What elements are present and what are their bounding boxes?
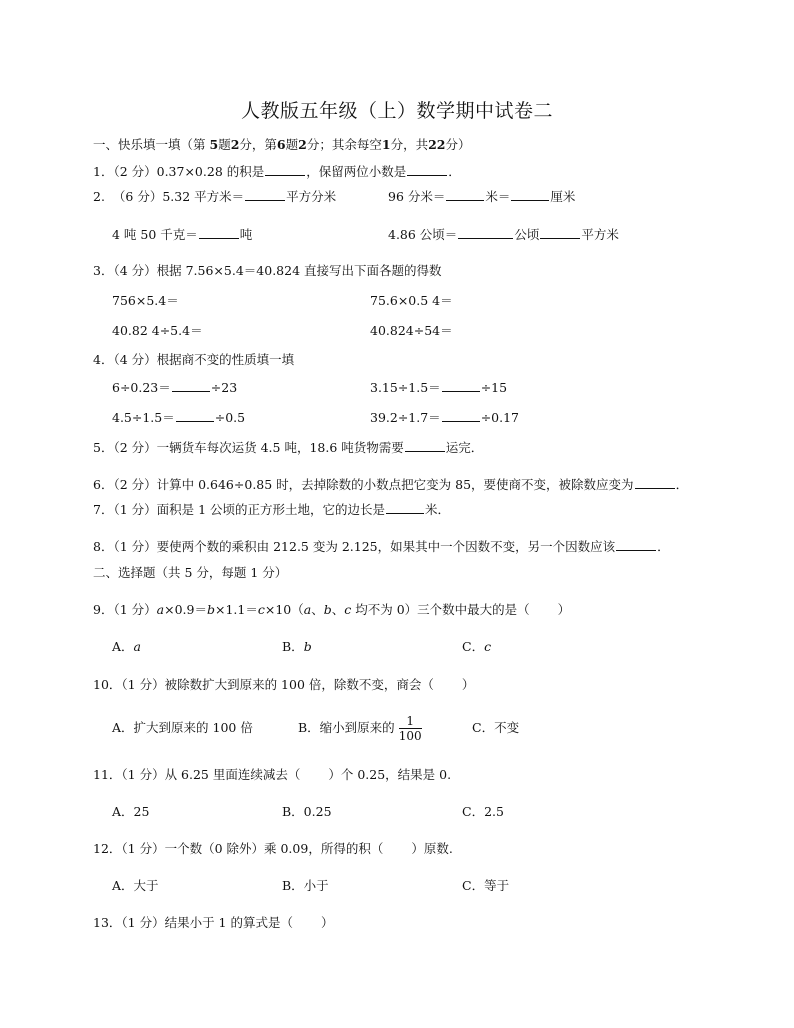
question-2-text: 96 分米＝ — [388, 189, 446, 204]
question-9-option-a[interactable] — [112, 638, 141, 656]
answer-blank[interactable] — [442, 379, 480, 392]
page-title: 人教版五年级（上）数学期中试卷二 — [240, 100, 553, 122]
section-2-heading: 二、选择题（共 5 分，每题 1 分） — [93, 565, 288, 580]
question-9-text: 、 — [311, 602, 324, 617]
question-4-text: 4.5÷1.5＝ — [112, 410, 175, 425]
question-4-item-a — [112, 379, 237, 397]
question-9-text: ×10（ — [264, 602, 304, 617]
question-11-option-b[interactable]: B．0.25 — [282, 804, 332, 819]
section-1-heading-part: 6 — [276, 137, 286, 152]
question-4-text: ÷23 — [210, 380, 238, 395]
variable-a: a — [303, 602, 312, 617]
question-6-text: ． — [675, 477, 689, 492]
question-6-text: 6．（2 分）计算中 0.646÷0.85 时，去掉除数的小数点把它变为 85，要使商不变，被除数应变为 — [93, 477, 634, 492]
section-1-heading-part: 题 — [285, 137, 299, 152]
section-1-heading-part: 22 — [428, 137, 446, 152]
question-8-text: ． — [657, 539, 670, 554]
section-1-heading-part: 一、快乐填一填（第 — [93, 137, 210, 152]
section-1-heading-part: 分，第 — [239, 137, 277, 152]
question-2-text: 米＝ — [485, 189, 511, 204]
question-13-text: ） — [320, 915, 334, 930]
answer-blank[interactable] — [245, 188, 285, 201]
question-9-text: ×1.1＝ — [214, 602, 258, 617]
question-9-text: 均不为 0）三个数中最大的是（ — [351, 602, 530, 617]
answer-blank[interactable] — [511, 188, 549, 201]
option-value: b — [303, 639, 312, 654]
answer-blank[interactable] — [199, 226, 239, 239]
section-1-heading-part: 2 — [230, 137, 240, 152]
answer-blank[interactable] — [265, 163, 305, 176]
variable-c: c — [344, 602, 352, 617]
question-9 — [93, 601, 570, 619]
question-4-item-c — [112, 409, 245, 427]
question-9-text: 、 — [331, 602, 345, 617]
answer-blank[interactable] — [176, 409, 214, 422]
question-4-text: 6÷0.23＝ — [112, 380, 171, 395]
answer-blank[interactable] — [172, 379, 210, 392]
question-2-text: 4.86 公顷＝ — [388, 227, 458, 242]
question-1-text: ，保留两位小数是 — [306, 164, 407, 179]
answer-blank[interactable] — [635, 476, 675, 489]
question-12-option-a[interactable]: A．大于 — [112, 878, 159, 893]
question-2-text: 平方分米 — [286, 189, 337, 204]
question-9-text: ×0.9＝ — [164, 602, 207, 617]
question-3-item-b: 75.6×0.5 4＝ — [370, 293, 453, 308]
question-12-option-b[interactable]: B．小于 — [282, 878, 329, 893]
question-10-option-b[interactable] — [298, 711, 422, 745]
question-2-number: 2. — [93, 189, 105, 204]
question-2-text: 公顷 — [514, 227, 540, 242]
fraction — [399, 714, 422, 743]
question-2-text: 4 吨 50 千克＝ — [112, 227, 198, 242]
question-3-stem: 3．（4 分）根据 7.56×5.4＝40.824 直接写出下面各题的得数 — [93, 263, 442, 278]
answer-blank[interactable] — [540, 226, 580, 239]
answer-blank[interactable] — [386, 501, 424, 514]
question-2-row-1-right — [388, 188, 575, 206]
question-12-text: 12．（1 分）一个数（0 除外）乘 0.09，所得的积（ — [93, 841, 384, 856]
answer-blank[interactable] — [407, 163, 447, 176]
fraction-numerator: 1 — [399, 714, 422, 729]
question-3-item-c: 40.82 4÷5.4＝ — [112, 323, 203, 338]
question-9-option-b[interactable] — [282, 638, 312, 656]
question-11 — [93, 766, 451, 784]
question-9-text: ） — [557, 602, 571, 617]
answer-blank[interactable] — [442, 409, 480, 422]
question-3-item-a: 756×5.4＝ — [112, 293, 179, 308]
section-1-heading-part: 题 — [218, 137, 231, 152]
question-4-text: 3.15÷1.5＝ — [370, 380, 441, 395]
question-11-text: 11．（1 分）从 6.25 里面连续减去（ — [93, 767, 301, 782]
question-5 — [93, 439, 483, 457]
fraction-denominator: 100 — [398, 729, 422, 743]
section-1-heading-part: 分，共 — [390, 137, 429, 152]
option-value: c — [484, 639, 492, 654]
question-3-item-d: 40.824÷54＝ — [370, 323, 453, 338]
variable-b: b — [206, 602, 215, 617]
question-5-text: 5．（2 分）一辆货车每次运货 4.5 吨，18.6 吨货物需要 — [93, 440, 404, 455]
question-13-text: 13．（1 分）结果小于 1 的算式是（ — [93, 915, 293, 930]
variable-c: c — [257, 602, 265, 617]
question-8-text: 8．（1 分）要使两个数的乘积由 212.5 变为 2.125，如果其中一个因数不变，另一个因数应该 — [93, 539, 616, 554]
question-10-option-a[interactable]: A．扩大到原来的 100 倍 — [112, 720, 253, 735]
section-1-heading-part: 分；其余每空 — [306, 137, 382, 152]
question-8 — [93, 538, 670, 556]
question-10-text: ） — [461, 677, 475, 692]
variable-b: b — [323, 602, 332, 617]
answer-blank[interactable] — [405, 439, 445, 452]
question-1 — [93, 163, 461, 181]
option-label: B．缩小到原来的 — [298, 720, 395, 735]
question-12 — [93, 840, 453, 858]
question-4-item-d — [370, 409, 519, 427]
question-7-text: 米． — [425, 502, 451, 517]
section-1-heading-part: 1 — [381, 137, 391, 152]
section-1-heading-part: 2 — [298, 137, 307, 152]
question-7 — [93, 501, 450, 519]
question-1-text: ． — [448, 164, 461, 179]
question-4-stem: 4．（4 分）根据商不变的性质填一填 — [93, 352, 295, 367]
question-4-text: ÷0.17 — [480, 410, 519, 425]
question-2-text: 吨 — [239, 227, 253, 242]
question-2-text: （6 分）5.32 平方米＝ — [112, 189, 245, 204]
question-5-text: 运完． — [445, 440, 484, 455]
section-1-heading-part: 分） — [445, 137, 471, 152]
option-label: A． — [112, 639, 134, 654]
question-11-option-a[interactable]: A．25 — [112, 804, 150, 819]
question-4-text: 39.2÷1.7＝ — [370, 410, 441, 425]
question-13 — [93, 914, 334, 932]
question-4-text: ÷0.5 — [214, 410, 246, 425]
question-7-text: 7．（1 分）面积是 1 公顷的正方形土地，它的边长是 — [93, 502, 386, 517]
option-label: B． — [282, 639, 304, 654]
question-10 — [93, 676, 474, 694]
section-1-heading — [93, 136, 471, 154]
question-2-row-1 — [93, 188, 336, 206]
option-label: C． — [462, 639, 485, 654]
question-10-text: 10．（1 分）被除数扩大到原来的 100 倍，除数不变，商会（ — [93, 677, 434, 692]
question-2-row-2-right — [388, 226, 619, 244]
variable-a: a — [156, 602, 165, 617]
question-12-option-c[interactable]: C．等于 — [462, 878, 510, 893]
question-11-option-c[interactable]: C．2.5 — [462, 804, 504, 819]
question-12-text: ）原数. — [411, 841, 453, 856]
question-2-text: 平方米 — [581, 227, 619, 242]
question-11-text: ）个 0.25，结果是 0. — [328, 767, 452, 782]
question-4-text: ÷15 — [480, 380, 508, 395]
answer-blank[interactable] — [446, 188, 484, 201]
question-10-option-c[interactable]: C．不变 — [472, 720, 520, 735]
question-9-text: 9．（1 分） — [93, 602, 157, 617]
option-value: a — [133, 639, 141, 654]
question-2-row-2 — [112, 226, 252, 244]
question-4-item-b — [370, 379, 507, 397]
answer-blank[interactable] — [458, 226, 513, 239]
section-1-heading-part: 5 — [209, 137, 219, 152]
question-2-text: 厘米 — [550, 189, 576, 204]
answer-blank[interactable] — [616, 538, 656, 551]
question-9-option-c[interactable] — [462, 638, 491, 656]
question-6 — [93, 476, 688, 494]
question-1-text: 1．（2 分）0.37×0.28 的积是 — [93, 164, 265, 179]
